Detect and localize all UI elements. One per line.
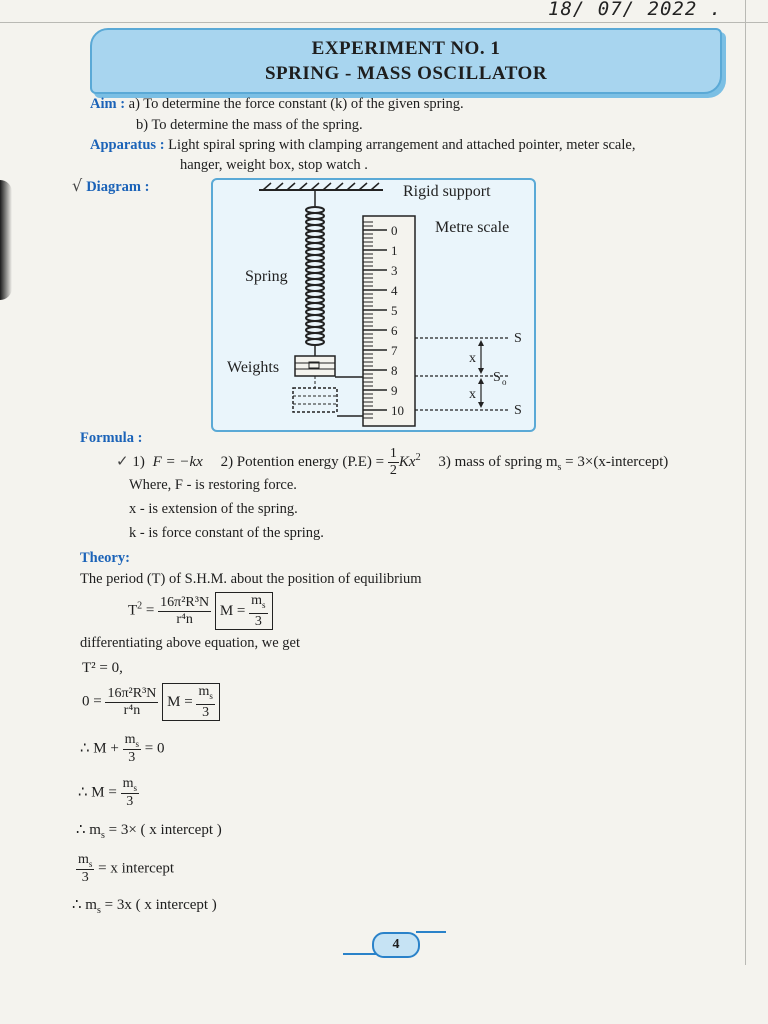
zms-den: 3 [202,704,210,720]
formula3-text: 3) mass of spring m [438,453,558,470]
spring-coils [306,207,324,345]
ms3-ms: m [78,852,89,867]
page-number: 4 [372,932,420,958]
aim-line-a [90,95,464,114]
weights-dashed [293,388,337,412]
zero-equation [82,683,220,721]
tf2-ms: m [122,776,134,791]
formula-label: Formula : [80,430,143,446]
tick-0: 0 [391,223,398,238]
apparatus-text1: Light spiral spring with clamping arrangement and attached pointer, meter scale, [168,137,636,153]
x-label-bottom: x [469,387,476,402]
zero-mass-bracket [162,683,220,721]
formula3-sub: s [557,461,562,473]
s-label-top: S [514,331,522,346]
formula2-text: 2) Potention energy (P.E) = [220,453,385,470]
experiment-number: EXPERIMENT NO. 1 [311,38,501,59]
tick-5: 5 [391,303,398,318]
tf2-lhs: ∴ M = [78,784,117,801]
binding-shadow [0,180,12,300]
k-definition: k - is force constant of the spring. [129,525,324,541]
formula1-num: 1) [132,453,145,470]
x-label-top: x [469,351,476,366]
f2-den: 2 [389,463,397,478]
tf1-den: 3 [128,749,136,765]
formula-row [116,446,668,479]
tick-3: 3 [391,263,398,278]
apparatus-line1 [90,136,635,155]
page-number-line-right [416,931,446,933]
tf2-den: 3 [126,793,134,809]
where-line: Where, F - is restoring force. [129,477,297,493]
diagram-svg [213,180,534,430]
s0-sub: o [502,377,507,387]
title-banner [90,28,722,94]
formula2-tail: Kx [398,453,416,470]
t2-lhs: T [128,602,138,619]
therefore-line2 [78,776,139,810]
tf3-sub: s [100,830,105,841]
ms-den: 3 [254,613,262,629]
diagram-label-row [72,176,149,196]
t2-zero: T² = 0, [82,660,123,676]
tick-4: 4 [391,283,398,298]
aim-b: b) To determine the mass of the spring. [136,117,363,133]
s0-label: S [493,370,501,385]
tf1-sub: s [135,738,139,749]
top-rule [0,22,768,23]
tick-10: 10 [391,403,404,418]
ms3-sub: s [88,858,93,869]
zero-eq: 0 = [82,693,102,710]
period-fraction [158,595,211,628]
therefore-line1 [80,732,164,766]
ms-over-3-line [76,852,174,886]
weights-solid [295,356,335,376]
zms-num: m [198,684,210,700]
therefore-line3 [76,820,222,841]
support-hatch [263,183,379,190]
metre-scale-label: Metre scale [435,219,510,236]
tf1-frac [123,732,141,766]
tf1-rhs: = 0 [144,740,165,757]
experiment-title: SPRING - MASS OSCILLATOR [264,63,548,84]
aim-a: a) To determine the force constant (k) of the given spring. [128,96,464,112]
zms-sub: s [209,690,213,701]
mass-bracket [215,592,273,630]
apparatus-text2: hanger, weight box, stop watch . [180,157,368,173]
ms-num-sub: s [262,599,266,610]
tf1-lhs: ∴ M + [80,740,119,757]
s-label-bottom: S [514,403,522,418]
formula2-sup: 2 [415,451,421,463]
check-mark-icon: ✓ [116,451,129,470]
ms3-tail: = x intercept [98,860,175,877]
weights-label: Weights [227,359,280,376]
theory-label: Theory: [80,550,130,566]
tick-8: 8 [391,363,398,378]
therefore-line4 [72,895,217,916]
tf1-ms: m [124,732,136,747]
zf-den: r⁴n [123,702,141,718]
theory-line1: The period (T) of S.H.M. about the position of equilibrium [80,571,422,587]
diagram-label: Diagram : [86,179,150,195]
zero-fraction [105,686,158,719]
pf-num: 16π²R³N [160,594,210,610]
zm-eq: M = [167,694,193,710]
period-equation: $T^2$ = $\frac{\text{16π²R³N}}{\text{r⁴n}}$ M = $\frac{m_s}{3}$ [128,592,273,630]
ms3-frac [76,852,94,886]
zf-num: 16π²R³N [107,685,157,701]
checkmark-icon: √ [72,176,83,195]
formula3-tail: = 3×(x-intercept) [561,453,669,470]
tick-1: 1 [391,243,398,258]
tf4-tail: = 3x ( x intercept ) [100,897,217,913]
tf3-lhs: ∴ m [76,822,101,838]
date: 18/ 07/ 2022 . [548,0,723,20]
tf2-sub: s [133,782,137,793]
tick-6: 6 [391,323,398,338]
t2-sup: 2 [137,600,143,612]
pf-den: r⁴n [176,611,193,627]
formula2-fraction [388,446,399,479]
tf3-tail: = 3× ( x intercept ) [104,822,222,838]
apparatus-label: Apparatus : [90,137,165,153]
aim-label: Aim : [90,96,126,112]
differentiating-line: differentiating above equation, we get [80,635,300,651]
formula1: F = −kx [152,453,203,470]
tf2-frac [121,776,139,810]
ms3-den: 3 [81,869,89,885]
x-definition: x - is extension of the spring. [129,501,298,517]
ms-num: m [251,593,262,609]
spring-mass-diagram [211,178,536,432]
right-margin-rule [745,0,746,965]
tf4-sub: s [96,905,101,916]
tick-7: 7 [391,343,398,358]
tf4-lhs: ∴ m [72,897,97,913]
rigid-support-label: Rigid support [403,183,491,200]
f2-num: 1 [389,446,397,461]
tick-9: 9 [391,383,398,398]
m-eq: M = [219,603,246,619]
spring-label: Spring [245,268,288,285]
